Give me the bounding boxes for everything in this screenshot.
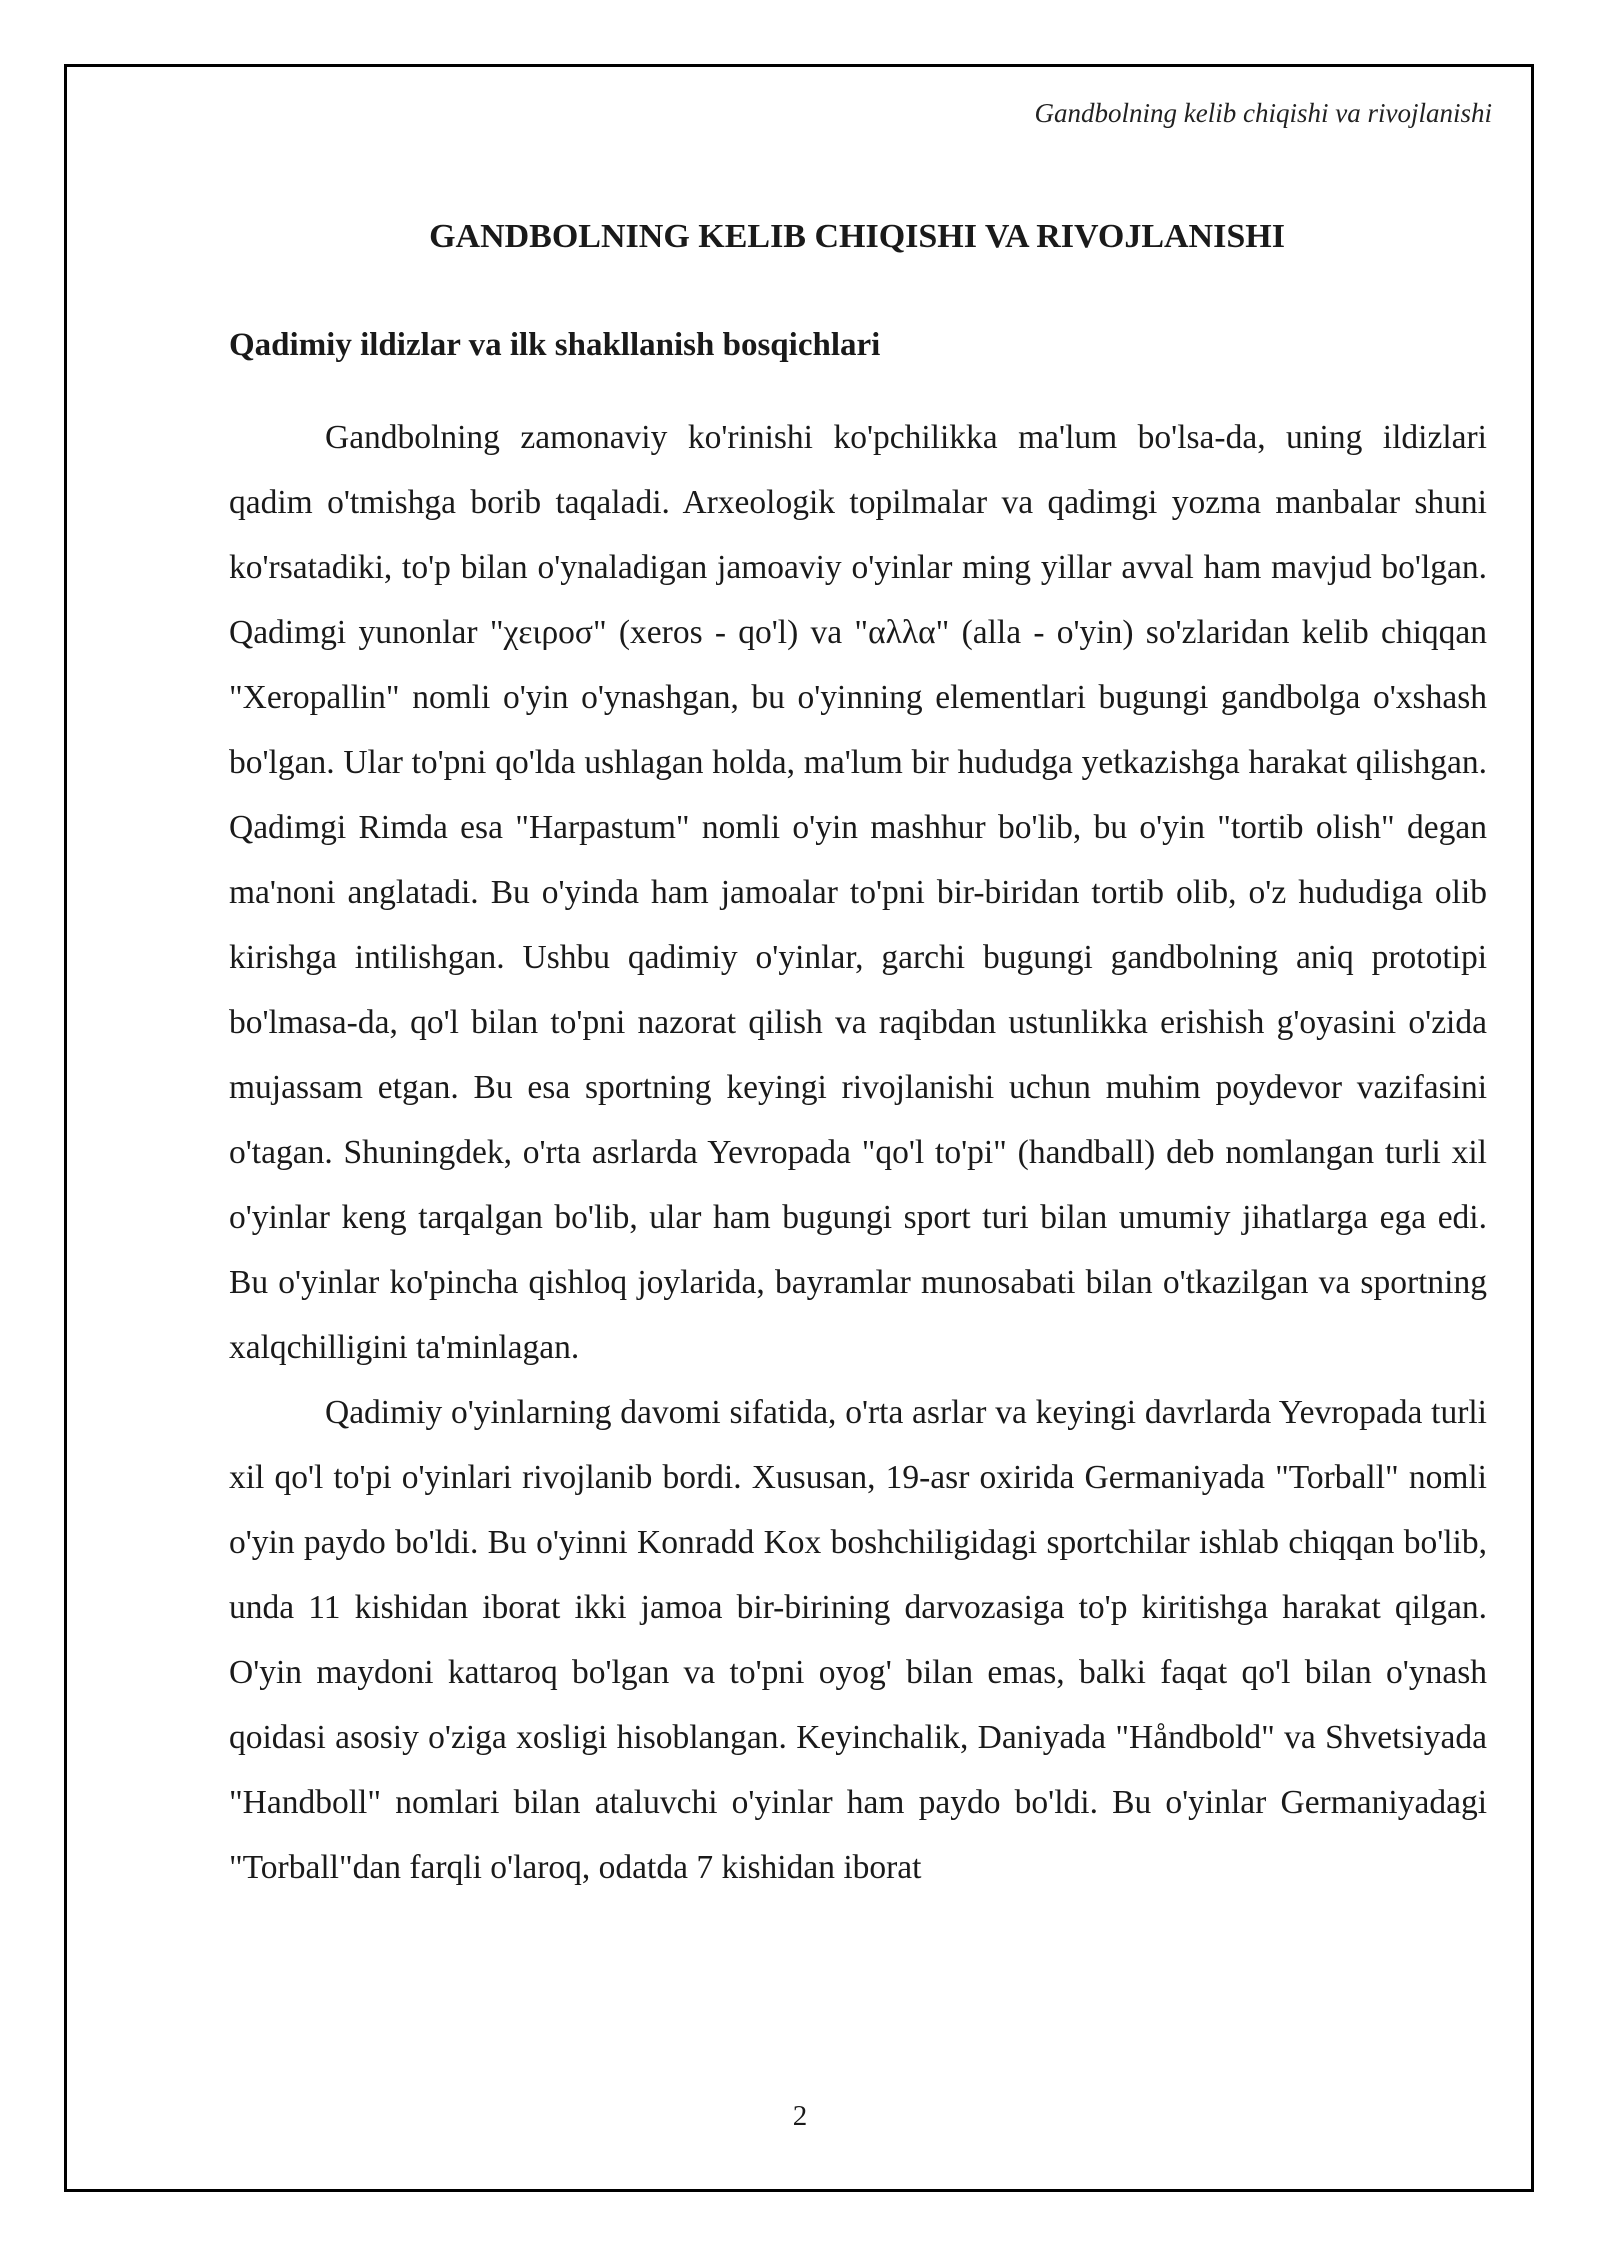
body-text bbox=[229, 405, 1487, 1900]
section-heading: Qadimiy ildizlar va ilk shakllanish bosqichlari bbox=[229, 327, 881, 363]
document-title: GANDBOLNING KELIB CHIQISHI VA RIVOJLANISHI bbox=[429, 218, 1285, 255]
paragraph: Gandbolning zamonaviy ko'rinishi ko'pchilikka ma'lum bo'lsa-da, uning ildizlari qadim o'tmishga borib taqaladi. Arxeologik topilmalar va qadimgi yozma manbalar shuni ko'rsatadiki, to'p bilan o'ynaladigan jamoaviy o'yinlar ming yillar avval ham mavjud bo'lgan. Qadimgi yunonlar "χειροσ" (xeros - qo'l) va "αλλα" (alla - o'yin) so'zlaridan kelib chiqqan "Xeropallin" nomli o'yin o'ynashgan, bu o'yinning elementlari bugungi gandbolga o'xshash bo'lgan. Ular to'pni qo'lda ushlagan holda, ma'lum bir hududga yetkazishga harakat qilishgan. Qadimgi Rimda esa "Harpastum" nomli o'yin mashhur bo'lib, bu o'yin "tortib olish" degan ma'noni anglatadi. Bu o'yinda ham jamoalar to'pni bir-biridan tortib olib, o'z hududiga olib kirishga intilishgan. Ushbu qadimiy o'yinlar, garchi bugungi gandbolning aniq prototipi bo'lmasa-da, qo'l bilan to'pni nazorat qilish va raqibdan ustunlikka erishish g'oyasini o'zida mujassam etgan. Bu esa sportning keyingi rivojlanishi uchun muhim poydevor vazifasini o'tagan. Shuningdek, o'rta asrlarda Yevropada "qo'l to'pi" (handball) deb nomlangan turli xil o'yinlar keng tarqalgan bo'lib, ular ham bugungi sport turi bilan umumiy jihatlarga ega edi. Bu o'yinlar ko'pincha qishloq joylarida, bayramlar munosabati bilan o'tkazilgan va sportning xalqchilligini ta'minlagan. bbox=[229, 419, 1487, 1366]
page-number: 2 bbox=[792, 2100, 808, 2132]
paragraph: Qadimiy o'yinlarning davomi sifatida, o'rta asrlar va keyingi davrlarda Yevropada turli xil qo'l to'pi o'yinlari rivojlanib bordi. Xususan, 19-asr oxirida Germaniyada "Torball" nomli o'yin paydo bo'ldi. Bu o'yinni Konradd Kox boshchiligidagi sportchilar ishlab chiqqan bo'lib, unda 11 kishidan iborat ikki jamoa bir-birining darvozasiga to'p kiritishga harakat qilgan. O'yin maydoni kattaroq bo'lgan va to'pni oyog' bilan emas, balki faqat qo'l bilan o'ynash qoidasi asosiy o'ziga xosligi hisoblangan. Keyinchalik, Daniyada "Håndbold" va Shvetsiyada "Handboll" nomlari bilan ataluvchi o'yinlar ham paydo bo'ldi. Bu o'yinlar Germaniyadagi "Torball"dan farqli o'laroq, odatda 7 kishidan iborat bbox=[229, 1394, 1487, 1886]
running-header: Gandbolning kelib chiqishi va rivojlanishi bbox=[1034, 98, 1492, 128]
